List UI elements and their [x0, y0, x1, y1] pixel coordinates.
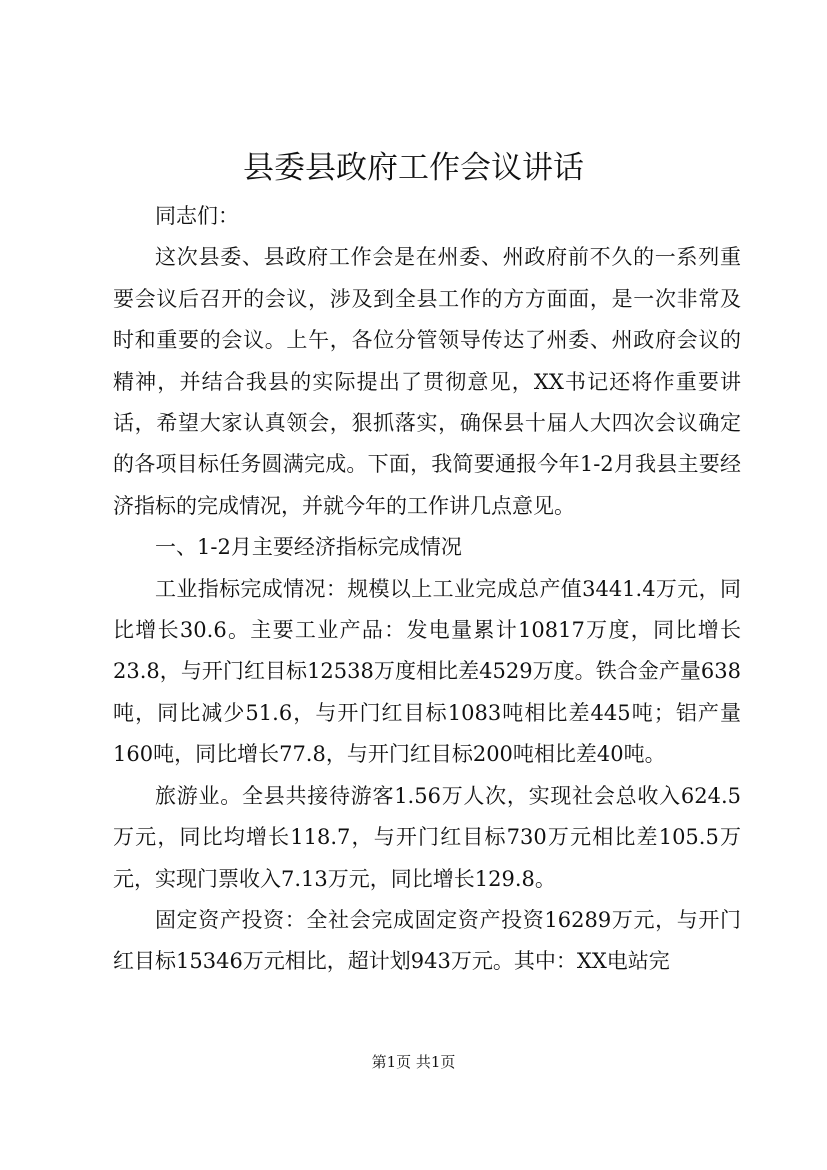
document-body [113, 196, 741, 983]
intro-paragraph: 这次县委、县政府工作会是在州委、州政府前不久的一系列重要会议后召开的会议，涉及到全县工作的方方面面，是一次非常及时和重要的会议。上午，各位分管领导传达了州委、州政府会议的精神，并结合我县的实际提出了贯彻意见，XX书记还将作重要讲话，希望大家认真领会，狠抓落实，确保县十届人大四次会议确定的各项目标任务圆满完成。下面，我简要通报今年1-2月我县主要经济指标的完成情况，并就今年的工作讲几点意见。 [113, 245, 741, 518]
page-footer: 第1页 共1页 [371, 1053, 456, 1071]
industry-paragraph: 工业指标完成情况：规模以上工业完成总产值3441.4万元，同比增长30.6。主要工业产品：发电量累计10817万度，同比增长23.8，与开门红目标12538万度相比差4529万度。铁合金产量638吨，同比减少51.6，与开门红目标1083吨相比差445吨；铝产量160吨，同比增长77.8，与开门红目标200吨相比差40吨。 [113, 576, 741, 767]
investment-paragraph: 固定资产投资：全社会完成固定资产投资16289万元，与开门红目标15346万元相比，超计划943万元。其中：XX电站完 [113, 907, 741, 974]
document-title: 县委县政府工作会议讲话 [243, 150, 584, 186]
greeting-paragraph: 同志们： [155, 204, 239, 228]
section-heading: 一、1-2月主要经济指标完成情况 [155, 535, 462, 560]
tourism-paragraph: 旅游业。全县共接待游客1.56万人次，实现社会总收入624.5万元，同比均增长118.7，与开门红目标730万元相比差105.5万元，实现门票收入7.13万元，同比增长129.8。 [113, 783, 741, 891]
